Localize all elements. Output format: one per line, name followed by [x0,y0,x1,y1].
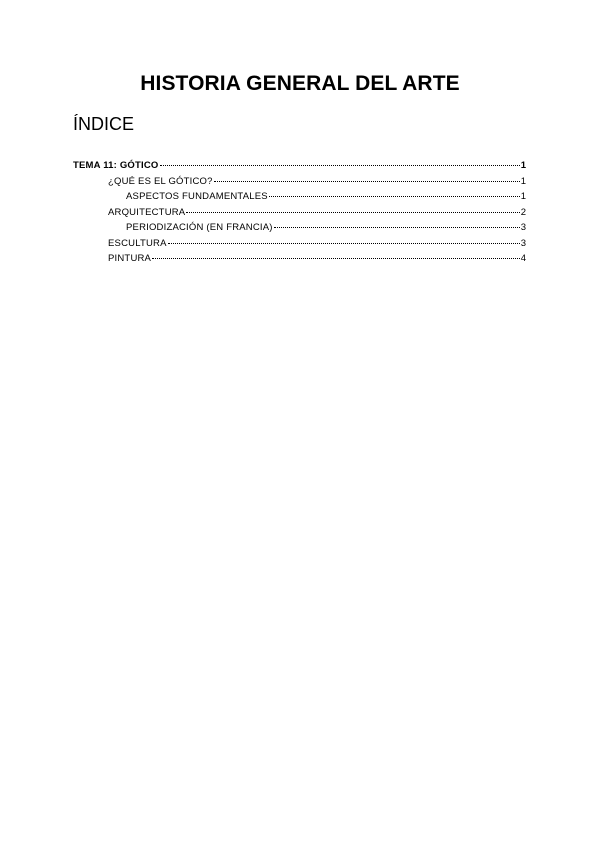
toc-dot-leader [274,226,520,228]
toc-entry-title: ASPECTOS FUNDAMENTALES [126,191,268,202]
toc-dot-leader [269,195,520,197]
toc-entry-page: 4 [520,253,526,264]
toc-entry-title: ¿QUÉ ES EL GÓTICO? [108,175,213,187]
toc-entry-escultura[interactable] [73,236,526,252]
toc-dot-leader [186,211,519,213]
index-heading: ÍNDICE [73,114,135,134]
table-of-contents [73,158,526,267]
toc-dot-leader [152,257,520,259]
toc-entry-page: 1 [520,160,526,171]
toc-entry-arquitectura[interactable] [73,205,526,221]
toc-entry-periodizacion[interactable] [73,220,526,236]
toc-entry-page: 3 [520,237,526,249]
toc-entry-page: 1 [520,191,526,202]
toc-dot-leader [168,242,520,244]
toc-entry-page: 2 [520,206,526,218]
toc-dot-leader [214,180,520,182]
document-title: HISTORIA GENERAL DEL ARTE [140,72,460,95]
toc-entry-title: PERIODIZACIÓN (EN FRANCIA) [126,222,273,233]
toc-entry-aspectos-fundamentales[interactable] [73,189,526,205]
toc-entry-page: 1 [520,175,526,187]
toc-dot-leader [160,164,520,166]
toc-entry-title: ESCULTURA [108,237,167,249]
toc-entry-title: ARQUITECTURA [108,206,186,218]
toc-entry-title: TEMA 11: GÓTICO [73,160,159,171]
toc-entry-page: 3 [520,222,526,233]
toc-entry-tema-11[interactable] [73,158,526,174]
toc-entry-pintura[interactable] [73,251,526,267]
toc-entry-que-es-el-gotico[interactable] [73,174,526,190]
toc-entry-title: PINTURA [108,253,152,264]
